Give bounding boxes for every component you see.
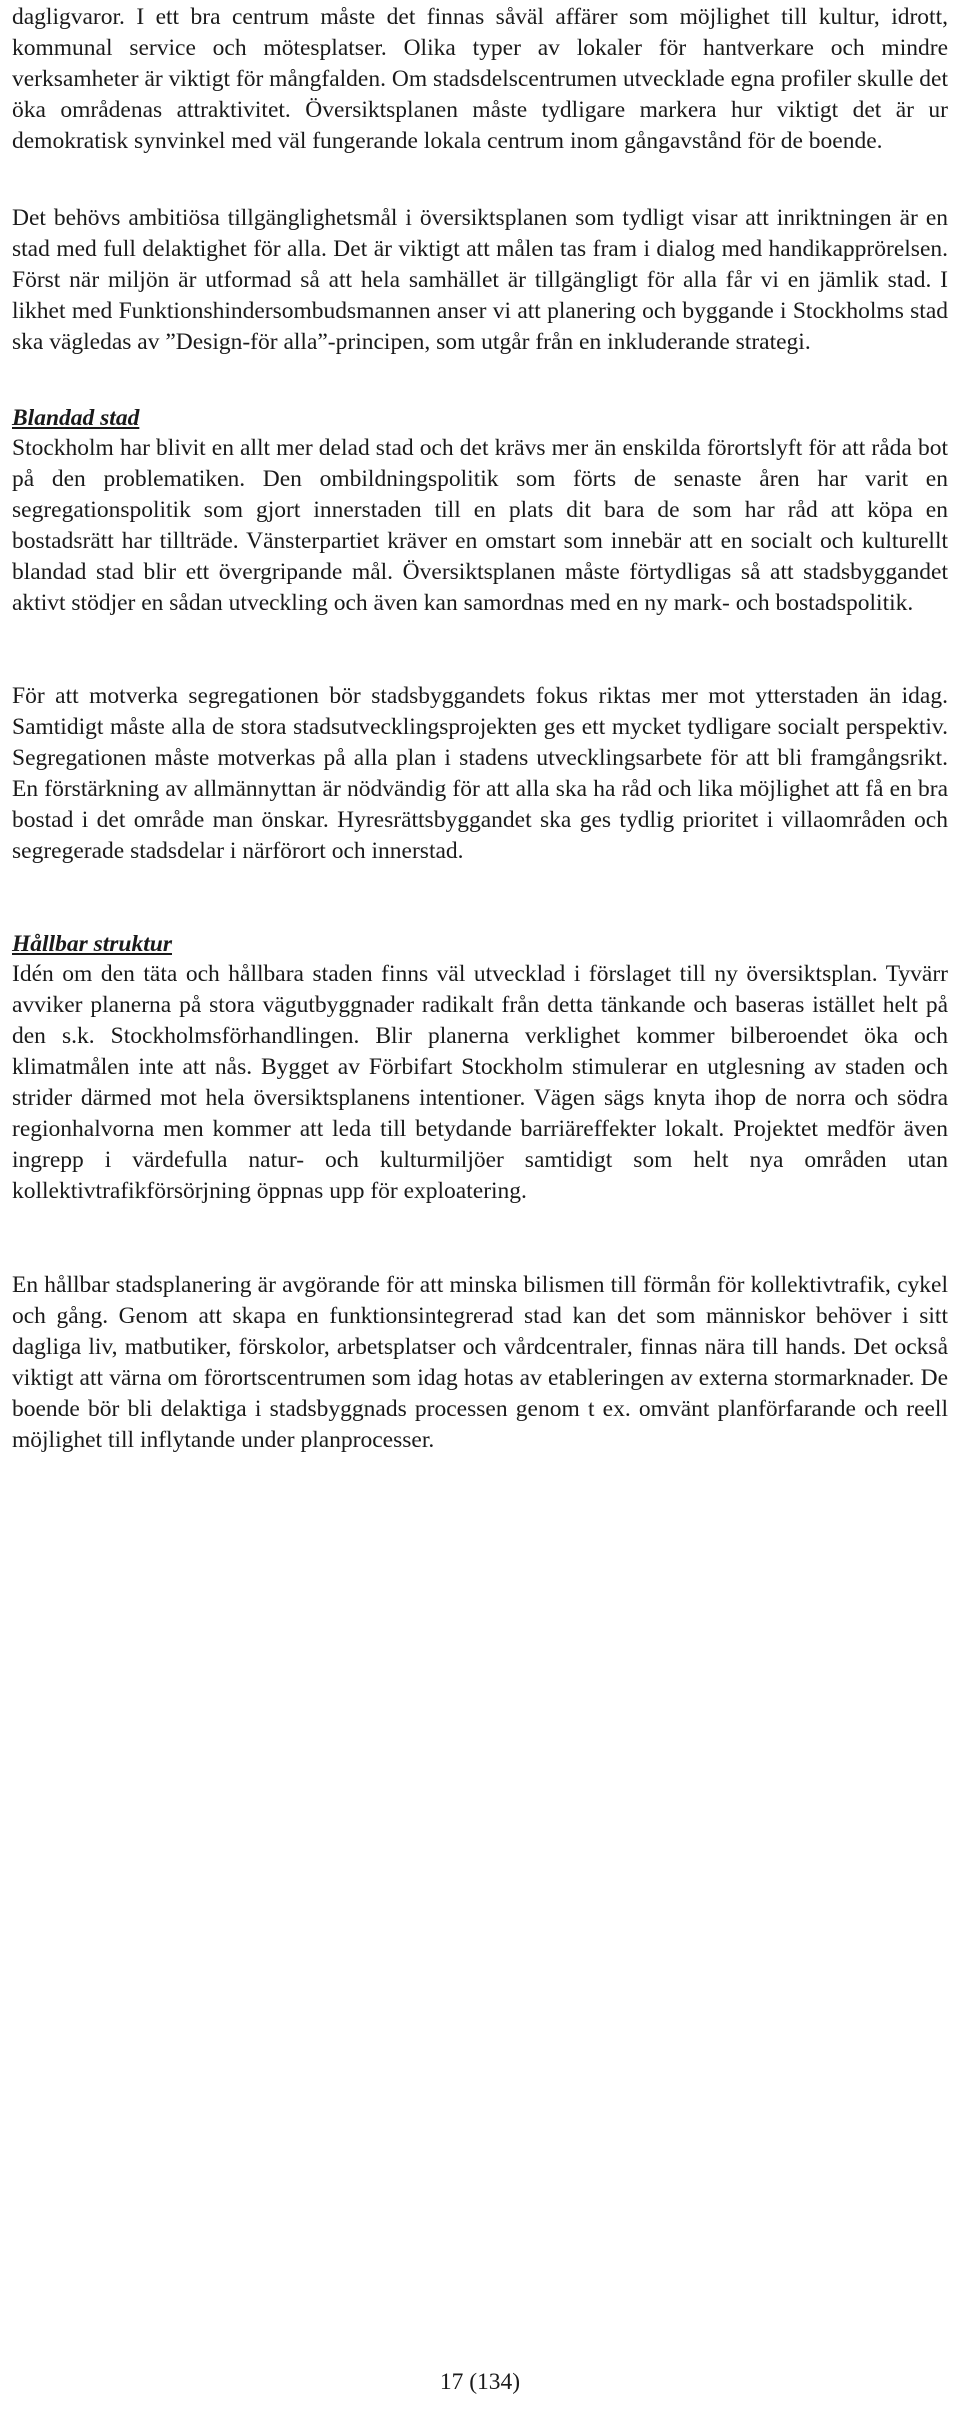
paragraph-outer-city: För att motverka segregationen bör stadsbyggandets fokus riktas mer mot ytterstaden än idag. Samtidigt måste alla de stora stadsutvecklingsprojekten ges ett mycket tydligare socialt perspektiv. Segregationen måste motverkas på alla plan i stadens utvecklingsarbete för att bli framgångsrikt. En förstärkning av allmännyttan är nödvändig för att alla ska ha råd och lika möjlighet att få en bra bostad i det område man önskar. Hyresrättsbyggandet ska ges tydlig prioritet i villaområden och segregerade stadsdelar i närförort och innerstad. bbox=[12, 683, 948, 864]
paragraph-segregation: Stockholm har blivit en allt mer delad stad och det krävs mer än enskilda förortslyft för att råda bot på den problematiken. Den ombildningspolitik som förts de senaste åren har varit en segregationspolitik som gjort innerstaden till en plats dit bara de som har råd att köpa en bostadsrätt har tillträde. Vänsterpartiet kräver en omstart som innebär att en socialt och kulturellt blandad stad blir ett övergripande mål. Översiktsplanen måste förtydligas så att stadsbyggandet aktivt stödjer en sådan utveckling och även kan samordnas med en ny mark- och bostadspolitik. bbox=[12, 435, 948, 616]
paragraph-accessibility: Det behövs ambitiösa tillgänglighetsmål i översiktsplanen som tydligt visar att inriktningen är en stad med full delaktighet för alla. Det är viktigt att målen tas fram i dialog med handikapprörelsen. Först när miljön är utformad så att hela samhället är tillgängligt för alla får vi en jämlik stad. I likhet med Funktionshindersombudsmannen anser vi att planering och byggande i Stockholms stad ska vägledas av ”Design-för alla”-principen, som utgår från en inkluderande strategi. bbox=[12, 205, 948, 355]
paragraph-sustainable-city: Idén om den täta och hållbara staden finns väl utvecklad i förslaget till ny översiktsplan. Tyvärr avviker planerna på stora vägutbyggnader radikalt från detta tänkande och baseras istället helt på den s.k. Stockholmsförhandlingen. Blir planerna verklighet kommer bilberoendet öka och klimatmålen inte att nås. Bygget av Förbifart Stockholm stimulerar en utglesning av staden och strider därmed mot hela översiktsplanens intentioner. Vägen sägs knyta ihop de norra och södra regionhalvorna men kommer att leda till betydande barriäreffekter lokalt. Projektet medför även ingrepp i värdefulla natur- och kulturmiljöer samtidigt som helt nya områden utan kollektivtrafikförsörjning öppnas upp för exploatering. bbox=[12, 961, 948, 1204]
heading-hallbar-struktur: Hållbar struktur bbox=[12, 931, 172, 957]
heading-blandad-stad: Blandad stad bbox=[12, 405, 140, 431]
paragraph-sustainable-planning: En hållbar stadsplanering är avgörande för att minska bilismen till förmån för kollektivtrafik, cykel och gång. Genom att skapa en funktionsintegrerad stad kan det som människor behöver i sitt dagliga liv, matbutiker, förskolor, arbetsplatser och vårdcentraler, finnas nära till hands. Det också viktigt att värna om förortscentrumen som idag hotas av etableringen av externa stormarknader. De boende bör bli delaktiga i stadsbyggnads processen genom t ex. omvänt planförfarande och reell möjlighet till inflytande under planprocesser. bbox=[12, 1272, 948, 1453]
page-number: 17 (134) bbox=[439, 2369, 521, 2395]
paragraph-local-centres: dagligvaror. I ett bra centrum måste det finnas såväl affärer som möjlighet till kultur, idrott, kommunal service och mötesplatser. Olika typer av lokaler för hantverkare och mindre verksamheter är viktigt för mångfalden. Om stadsdelscentrumen utvecklade egna profiler skulle det öka områdenas attraktivitet. Översiktsplanen måste tydligare markera hur viktigt det är ur demokratisk synvinkel med väl fungerande lokala centrum inom gångavstånd för de boende. bbox=[12, 4, 948, 154]
